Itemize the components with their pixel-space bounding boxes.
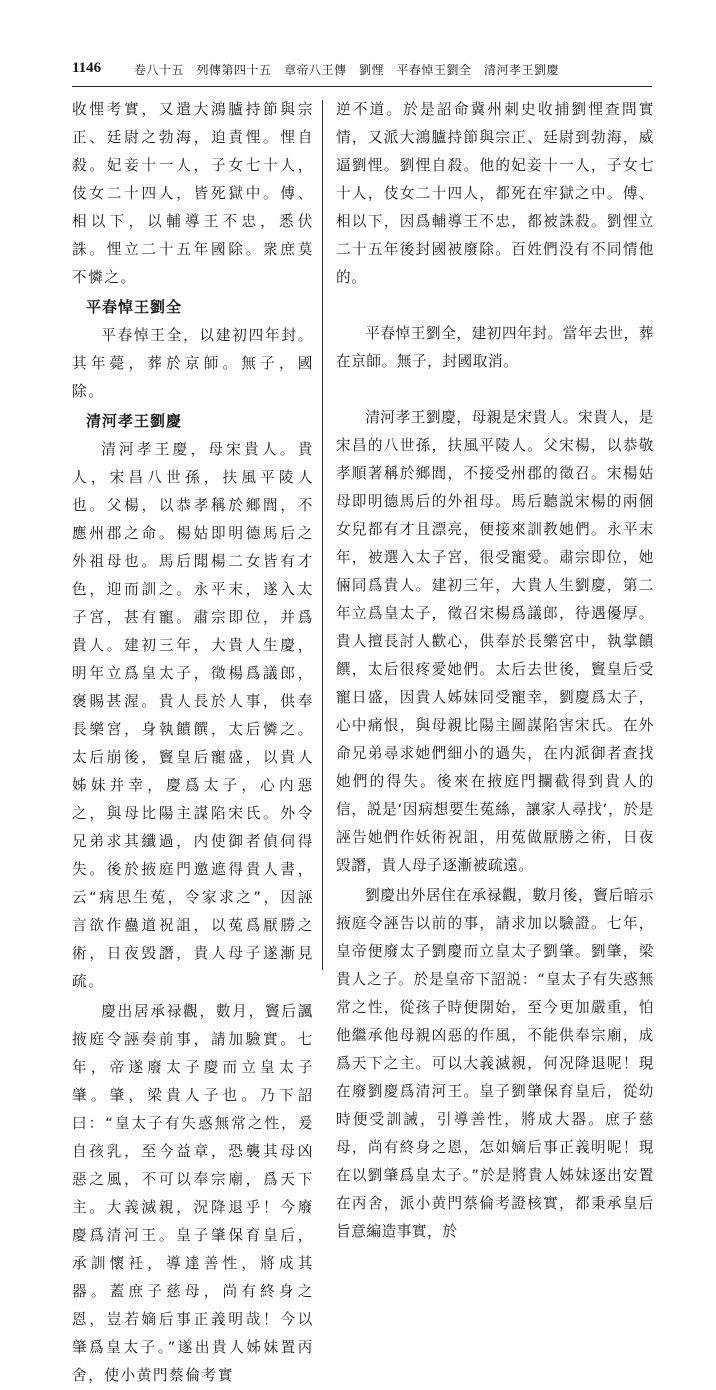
- paragraph-gap: [336, 292, 654, 320]
- paragraph-liu-qing-1: 清河孝王慶，母宋貴人。貴人，宋昌八世孫，扶風平陵人也。父楊，以恭孝稱於鄉閭，不應州郡之命。楊姑即明德馬后之外祖母也。馬后聞楊二女皆有才色，迎而訓之。永平末，遂入太子宮，甚有寵。肅宗即位，并爲貴人。建初三年，大貴人生慶，明年立爲皇太子，徵楊爲議郎，褒賜甚渥。貴人長於人事，供奉長樂宮，身執饋饌，太后憐之。太后崩後，竇皇后寵盛，以貴人姊妹并幸，慶爲太子，心内惡之，與母比陽主謀陷宋氏。外令兄弟求其纖過，内使御者偵伺得失。後於掖庭門邀遮得貴人書，云“病思生菟，令家求之”，因誣言欲作蠱道祝詛，以菟爲厭勝之術，日夜毁譖，貴人母子遂漸見疏。: [72, 441, 314, 990]
- translation-liu-quan: 平春悼王劉全，建初四年封。當年去世，葬在京師。無子，封國取消。: [336, 325, 654, 370]
- translation-liu-qing-2: 劉慶出外居住在承禄觀，數月後，竇后暗示掖庭令誣告以前的事，請求加以驗證。七年，皇帝便廢太子劉慶而立皇太子劉肇。劉肇，梁貴人之子。於是皇帝下詔説：“皇太子有失惑無常之性，從孩子時便開始，至今更加嚴重，怕他繼承他母親凶惡的作風，不能供奉宗廟，成爲天下之主。可以大義滅親，何况降退呢！現在廢劉慶爲清河王。皇子劉肇保育皇后，從幼時便受訓誡，引導善性，將成大器。庶子慈母，尚有終身之恩，怎如嫡后事正義明呢！現在以劉肇爲皇太子。”於是將貴人姊妹逐出安置在丙舍，派小黄門蔡倫考證核實，都秉承皇后旨意編造事實，於: [336, 887, 654, 1240]
- classical-text-column: [72, 96, 314, 1390]
- paragraph-liu-quan: 平春悼王全，以建初四年封。其年薨，葬於京師。無子，國除。: [72, 327, 314, 400]
- paragraph-liu-kui-end: 收悝考實，又遣大鴻臚持節與宗正、廷尉之勃海，迫責悝。悝自殺。妃妾十一人，子女七十人，伎女二十四人，皆死獄中。傅、相以下，以輔導王不忠，悉伏誅。悝立二十五年國除。衆庶莫不憐之。: [72, 101, 314, 286]
- column-divider: [322, 100, 323, 970]
- header-rule: [72, 86, 652, 87]
- paragraph-gap: [336, 376, 654, 404]
- translation-liu-qing-1: 清河孝王劉慶，母親是宋貴人。宋貴人，是宋昌的八世孫，扶風平陵人。父宋楊，以恭敬孝順著稱於鄉閭，不接受州郡的徵召。宋楊姑母即明德馬后的外祖母。馬后聽説宋楊的兩個女兒都有才且漂亮，便接來訓教她們。永平末年，被選入太子宮，很受寵愛。肅宗即位，她倆同爲貴人。建初三年，大貴人生劉慶，第二年立爲皇太子，徵召宋楊爲議郎，待遇優厚。貴人擅長討人歡心，供奉於長樂宮中，執掌饋饌，太后很疼愛她們。太后去世後，竇皇后受寵日盛，因貴人姊妹同受寵幸，劉慶爲太子，心中痛恨，與母親比陽主圖謀陷害宋氏。在外命兄弟尋求她們細小的過失，在内派御者查找她們的得失。後來在掖庭門攔截得到貴人的信，説是‘因病想要生菟絲，讓家人尋找’，於是誣告她們作妖術祝詛，用菟做厭勝之術，日夜毁譖，貴人母子逐漸被疏遠。: [336, 409, 654, 874]
- section-heading-liu-qing: 清河孝王劉慶: [86, 412, 183, 430]
- translation-liu-kui-end: 逆不道。於是詔命冀州刺史收捕劉悝查問實情，又派大鴻臚持節與宗正、廷尉到勃海，威逼劉悝。劉悝自殺。他的妃妾十一人，子女七十人，伎女二十四人，都死在牢獄之中。傅、相以下，因爲輔導王不忠，都被誅殺。劉悝立二十五年後封國被廢除。百姓們没有不同情他的。: [336, 101, 654, 286]
- running-head: 卷八十五 列傳第四十五 章帝八王傳 劉悝 平春悼王劉全 清河孝王劉慶: [134, 63, 560, 77]
- page-header: [72, 60, 652, 84]
- page-number: 1146: [72, 60, 102, 76]
- section-heading-liu-quan: 平春悼王劉全: [86, 298, 183, 316]
- translation-column: [336, 96, 654, 1246]
- paragraph-liu-qing-2: 慶出居承禄觀，數月，竇后諷掖庭令誣奏前事，請加驗實。七年，帝遂廢太子慶而立皇太子肇。肇，梁貴人子也。乃下詔曰：“皇太子有失惑無常之性，爰自孩乳，至今益章，恐襲其母凶惡之風，不可以奉宗廟，爲天下主。大義滅親，況降退乎！今廢慶爲清河王。皇子肇保育皇后，承訓懷衽，導達善性，將成其器。蓋庶子慈母，尚有終身之恩，豈若嫡后事正義明哉！今以肇爲皇太子。”遂出貴人姊妹置丙舍，使小黄門蔡倫考實: [72, 1003, 314, 1384]
